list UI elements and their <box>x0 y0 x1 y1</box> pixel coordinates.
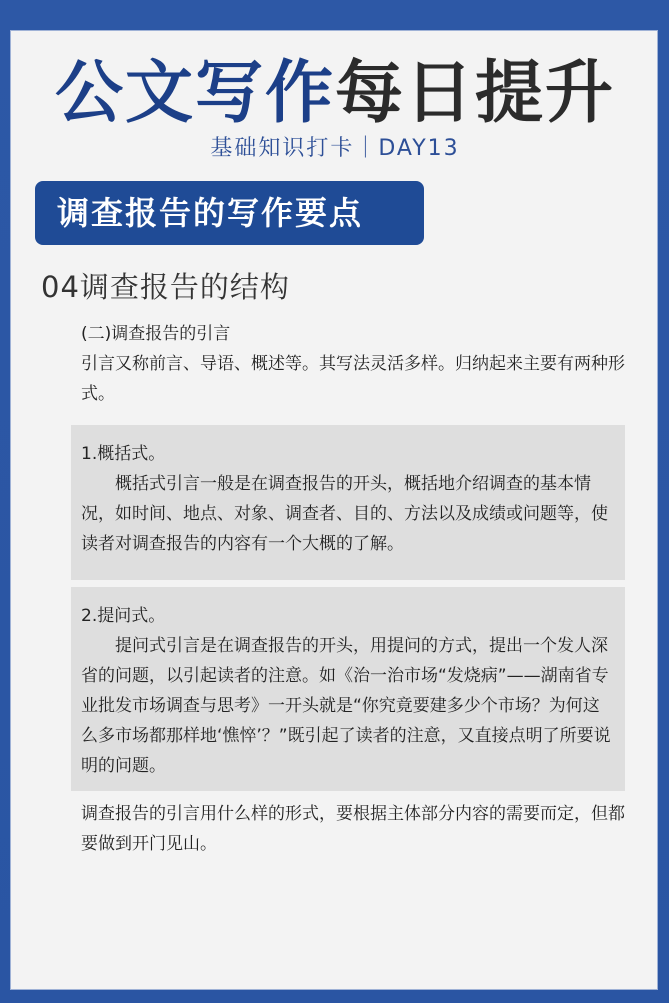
question-style-box <box>71 587 625 791</box>
box1-heading: 1.概括式。 <box>81 444 166 464</box>
content-card <box>10 30 658 990</box>
intro-paragraph <box>81 319 629 409</box>
subtitle: 基础知识打卡｜DAY13 <box>210 136 460 161</box>
topic-banner: 调查报告的写作要点 <box>35 181 424 245</box>
box2-text: 提问式引言是在调查报告的开头，用提问的方式，提出一个发人深省的问题，以引起读者的注意。如《治一治市场“发烧病”——湖南省专业批发市场调查与思考》一开头就是“你究竟要建多少个市场？为何这么多市场都那样地‘憔悴’？”既引起了读者的注意，又直接点明了所要说明的问题。 <box>81 636 611 776</box>
box2-heading: 2.提问式。 <box>81 606 166 626</box>
intro-heading: (二)调查报告的引言 <box>81 324 231 344</box>
box1-text: 概括式引言一般是在调查报告的开头，概括地介绍调查的基本情况，如时间、地点、对象、调查者、目的、方法以及成绩或问题等，使读者对调查报告的内容有一个大概的了解。 <box>81 474 608 554</box>
title-part-2: 每日提升 <box>335 54 616 133</box>
title-part-1: 公文写作 <box>54 54 335 133</box>
summary-style-box <box>71 425 625 580</box>
page-title <box>11 49 659 139</box>
intro-text: 引言又称前言、导语、概述等。其写法灵活多样。归纳起来主要有两种形式。 <box>81 354 625 404</box>
section-title: 04调查报告的结构 <box>41 270 290 304</box>
conclusion-paragraph: 调查报告的引言用什么样的形式，要根据主体部分内容的需要而定，但都要做到开门见山。 <box>81 804 625 854</box>
